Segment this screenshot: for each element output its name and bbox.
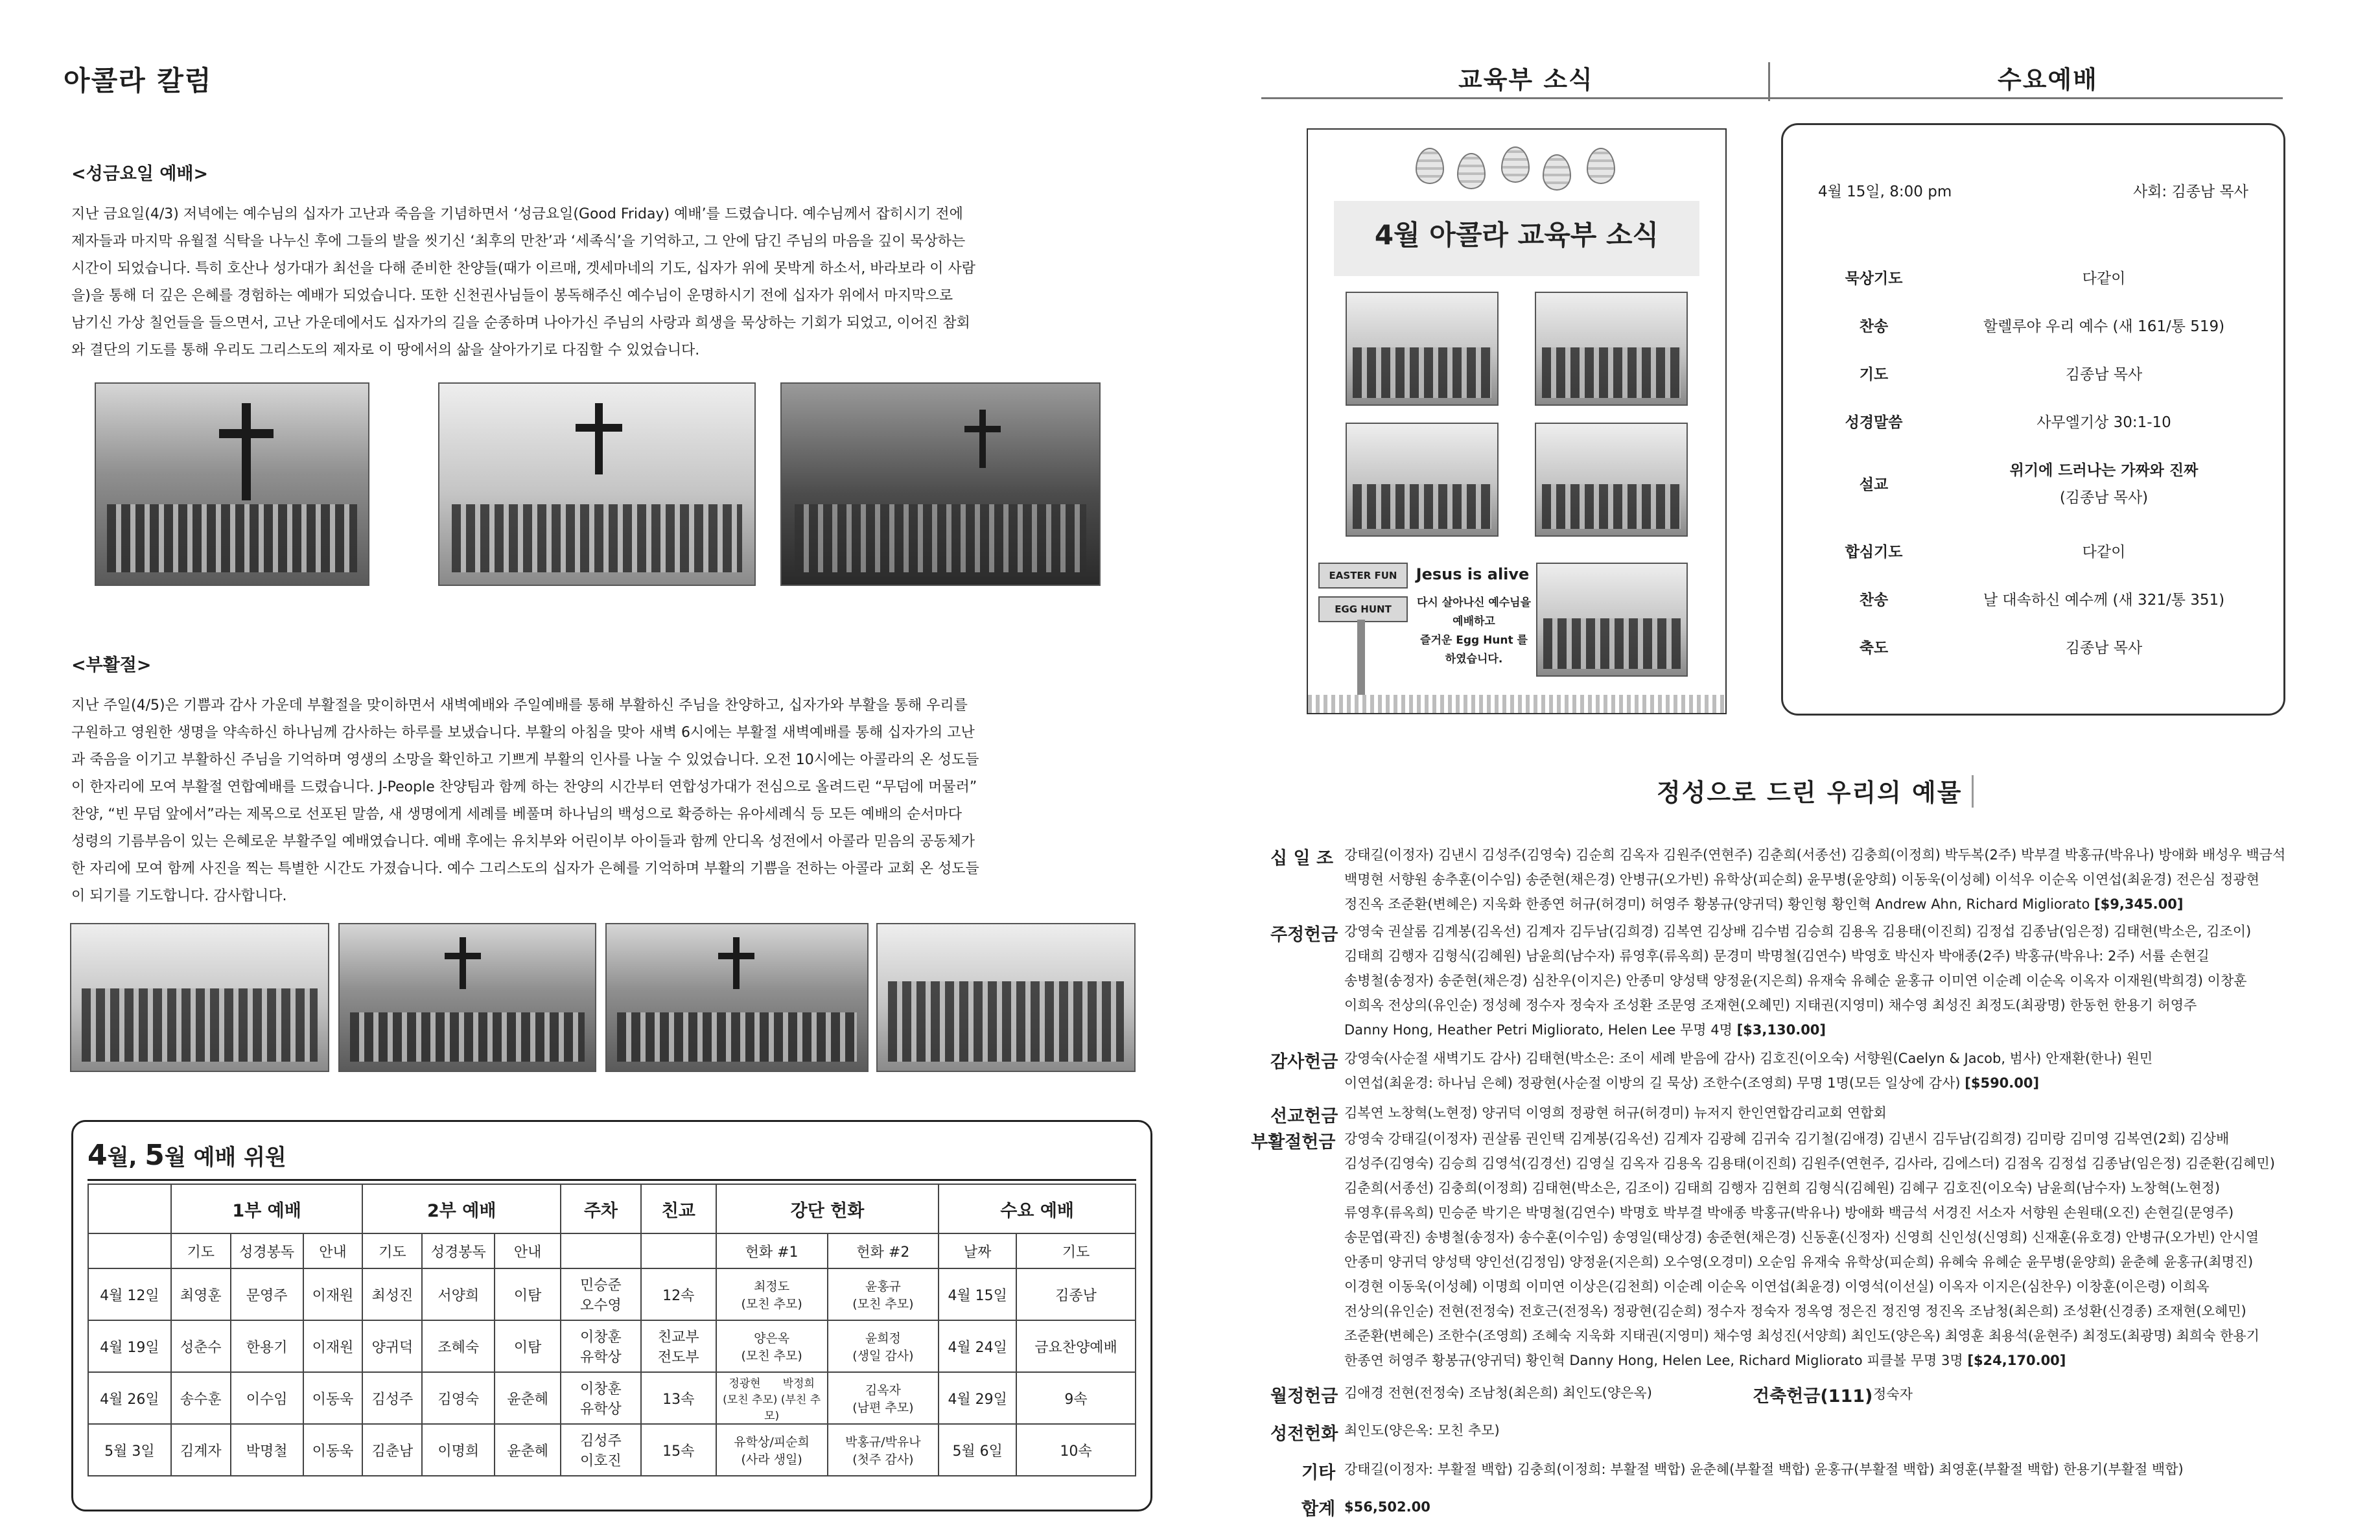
cell: 윤홍규 (모친 추모) [828,1268,939,1320]
cell: 박홍규/박유나 (첫주 감사) [828,1424,939,1476]
corner-cell [88,1233,171,1268]
name-line: 전상의(유인순) 전현(전정숙) 전호근(전정옥) 정광현(김순희) 정수자 정숙자 정옥영 정은진 정진영 정진옥 조남청(최은희) 조성환(신경종) 조재현(오혜민) [1344,1303,2246,1319]
name-line: 송병철(송정자) 송준현(채은경) 심찬우(이지은) 안종미 양성택 양정윤(지은희) 유재숙 유혜순 윤홍규 이미연 이순례 이순옥 이옥자 이재원(박희경) 이창훈 [1344,973,2247,988]
total-label: 합계 [1301,1499,1336,1519]
sub-header: 헌화 #2 [828,1233,939,1268]
cell: 15속 [641,1424,716,1476]
grass-border [1308,695,1725,713]
cell: 양귀덕 [362,1320,422,1372]
easter-heading: <부활절> [71,655,152,675]
sub-header: 성경봉독 [422,1233,495,1268]
good-friday-heading: <성금요일 예배> [71,164,209,184]
paragraph-line: 지난 금요일(4/3) 저녁에는 예수님의 십자가 고난과 죽음을 기념하면서 ‘성금요일(Good Friday) 예배’를 드렸습니다. 예수님께서 잡히시기 전에 [71,206,963,222]
cell: 4월 24일 [939,1320,1016,1372]
cell: 김성주 [362,1372,422,1424]
egg-icon [1543,154,1571,191]
name-line: 강영숙(사순절 새벽기도 감사) 김태현(박소은: 조이 세례 받음에 감사) 김호진(이오숙) 서향원(Caelyn & Jacob, 범사) 안재환(한나) 원민 [1344,1051,2153,1066]
cell: 10속 [1016,1424,1136,1476]
paragraph-line: 과 죽음을 이기고 부활하신 주님을 기억하며 영생의 소망을 확인하고 기쁘게 부활의 인사를 나눌 수 있었습니다. 오전 10시에는 아콜라의 온 성도들 [71,752,979,768]
egg-icon [1587,148,1615,184]
good-friday-photo-choir [95,382,369,586]
cell: 성춘수 [171,1320,231,1372]
easter-offering-label: 부활절헌금 [1251,1132,1336,1152]
mission-label: 선교헌금 [1270,1106,1338,1126]
name-line: 강태길(이정자) 김낸시 김성주(김영숙) 김순희 김옥자 김원주(연현주) 김춘희(서종선) 김충희(이정희) 박두복(2주) 박부결 박홍규(박유나) 방애화 배성우 백금석 [1344,847,2286,863]
order-label: 성경말씀 [1845,414,1903,431]
name-line: 김성주(김영숙) 김승희 김영석(김경선) 김영실 김옥자 김용옥 김용태(이진희) 김원주(연현주, 김사라, 김에스더) 김점옥 김정섭 김종남(임은정) 김준환(김혜민) [1344,1156,2275,1171]
paragraph-line: 구원하고 영원한 생명을 약속하신 하나님께 감사하는 하루를 보냈습니다. 부활의 아침을 맞아 새벽 6시에는 부활절 새벽예배를 통해 십자가의 고난 [71,725,975,741]
order-label: 묵상기도 [1845,270,1903,287]
name-line: 강영숙 강태길(이정자) 권살롬 권인택 김계봉(김옥선) 김계자 김광혜 김귀숙 김기철(김애경) 김낸시 김두남(김희경) 김미랑 김미영 김복연(2회) 김상배 [1344,1131,2230,1147]
group-header: 주차 [561,1184,641,1233]
name-line: 류영후(류옥희) 민승준 박기은 박명철(김연수) 박명호 박부결 박애종 박홍규(박유나) 방애화 백금석 서경진 서소자 서향원 손원태(오진) 손현길(문영주) [1344,1205,2234,1220]
name-line: 김태희 김행자 김형식(김혜원) 남윤희(남수자) 류영후(류옥희) 문경미 박명철(김연수) 박영호 박신자 박애종(2주) 박홍규(박유나: 2주) 서률 손현길 [1344,948,2210,964]
header-divider [1768,62,1770,101]
good-friday-text [71,201,1134,364]
wednesday-service-panel [1781,123,2285,716]
name-line: 정진옥 조준환(변혜은) 지욱화 한종연 허규(허경미) 허영주 황봉규(양귀덕) 황인형 황인혁 Andrew Ahn, Richard Migliorato [$9,345.00] [1344,896,2184,912]
weekly-total: [$3,130.00] [1736,1022,1826,1038]
cell: 이동욱 [303,1424,363,1476]
paragraph-line: 이 되기를 기도합니다. 감사합니다. [71,888,287,904]
order-value: 다같이 [2082,544,2126,561]
row-date: 5월 3일 [88,1424,171,1476]
weekly-label: 주정헌금 [1270,925,1338,945]
cell: 민승준 오수영 [561,1268,641,1320]
service-date: 4월 15일, 8:00 pm [1818,183,1952,200]
paragraph-line: 을)을 통해 더 깊은 은혜를 경험하는 예배가 되었습니다. 또한 신천권사님들이 봉독해주신 예수님이 운명하시기 전에 십자가 위에서 마지막으로 [71,288,953,304]
paragraph-line: 시간이 되었습니다. 특히 호산나 성가대가 최선을 다해 준비한 찬양들(때가 이르매, 겟세마네의 기도, 십자가 위에 못박게 하소서, 바라보라 이 사람 [71,261,976,277]
order-value-sub: (김종남 목사) [2059,489,2149,506]
name-line: 강영숙 권살롬 김계봉(김옥선) 김계자 김두남(김희경) 김복연 김상배 김수범 김승희 김용옥 김용태(이진희) 김정섭 김종남(임은정) 김태현(박소은, 김조이) [1344,924,2252,939]
name-line: 이연섭(최윤경: 하나님 은혜) 정광현(사순절 이방의 길 묵상) 조한수(조영희) 무명 1명(모든 일상에 감사) [$590.00] [1344,1075,2040,1091]
group-header: 강단 헌화 [716,1184,939,1233]
good-friday-photo-pastor [438,382,756,586]
cell: 이재원 [303,1320,363,1372]
cell: 4월 29일 [939,1372,1016,1424]
egg-icon [1416,148,1444,184]
cell: 13속 [641,1372,716,1424]
service-host: 사회: 김종남 목사 [2133,183,2248,200]
easter-photo-fellowship [70,923,329,1072]
paragraph-line: 찬양, “빈 무덤 앞에서”라는 제목으로 선포된 말씀, 새 생명에게 세례를 베풀며 하나님의 백성으로 확증하는 유아세례식 등 모든 예배의 순서마다 [71,806,962,822]
cell: 윤춘혜 [495,1372,561,1424]
cell: 김종남 [1016,1268,1136,1320]
group-header: 1부 예배 [171,1184,363,1233]
jesus-alive-text: Jesus is alive [1416,565,1530,583]
title-divider [1972,775,1974,808]
building-label: 건축헌금(111) [1753,1386,1873,1406]
cell: 유학상/피순희 (사라 생일) [716,1424,828,1476]
cell: 한용기 [231,1320,303,1372]
cell: 김영숙 [422,1372,495,1424]
name-line: 송문엽(곽진) 송병철(송정자) 송수훈(이수임) 송영일(태상경) 송준현(채은경) 신동훈(신정자) 신영희 신인성(신영희) 신재훈(유호경) 안병규(오가빈) 안시열 [1344,1230,2259,1245]
committee-table [88,1184,1136,1476]
table-row [88,1268,1136,1320]
building-list: 정숙자 [1873,1386,1913,1402]
mission-list: 김복연 노창혁(노현정) 양귀덕 이영희 정광현 허규(허경미) 뉴저지 한인연합감리교회 연합회 [1344,1105,1887,1121]
cell: 이창훈 유학상 [561,1320,641,1372]
table-row [88,1320,1136,1372]
group-header: 수요 예배 [939,1184,1136,1233]
sub-header [641,1233,716,1268]
order-value: 사무엘기상 30:1-10 [2036,414,2171,431]
sub-header [561,1233,641,1268]
cell: 이창훈 유학상 [561,1372,641,1424]
order-label: 축도 [1859,640,1889,657]
easter-total: [$24,170.00] [1967,1353,2066,1368]
cell: 서양희 [422,1268,495,1320]
message-line: 하였습니다. [1445,653,1503,666]
education-header: 교육부 소식 [1458,65,1594,94]
paragraph-line: 제자들과 마지막 유월절 식탁을 나누신 후에 그들의 발을 씻기신 ‘최후의 만찬’과 ‘세족식’을 기억하고, 그 안에 담긴 주님의 마음을 깊이 묵상하는 [71,233,966,250]
title-rule [88,1179,1136,1181]
sub-header: 기도 [1016,1233,1136,1268]
order-value: 김종남 목사 [2065,366,2143,383]
paragraph-line: 와 결단의 기도를 통해 우리도 그리스도의 제자로 이 땅에서의 삶을 살아가기로 다짐할 수 있었습니다. [71,342,700,358]
flower-list: 최인도(양은옥: 모친 추모) [1344,1423,1500,1438]
cell: 이재원 [303,1268,363,1320]
cell: 최성진 [362,1268,422,1320]
easter-photo-baptism [605,923,869,1072]
cell: 김성주 이호진 [561,1424,641,1476]
cell: 조혜숙 [422,1320,495,1372]
thanks-label: 감사헌금 [1270,1052,1338,1072]
cell: 양은옥 (모친 추모) [716,1320,828,1372]
name-line: 백명현 서향원 송추훈(이수임) 송준현(채은경) 안병규(오가빈) 유학상(피순희) 윤무병(윤양희) 이동욱(이성혜) 이석우 이순옥 이연섭(최윤경) 전은심 정광현 [1344,872,2259,887]
paragraph-line: 성령의 기름부음이 있는 은혜로운 부활주일 예배였습니다. 예배 후에는 유치부와 어린이부 아이들과 함께 안디옥 성전에서 아콜라 믿음의 공동체가 [71,834,975,850]
cell: 문영주 [231,1268,303,1320]
easter-photo-congregation [876,923,1136,1072]
cell: 금요찬양예배 [1016,1320,1136,1372]
paragraph-line: 한 자리에 모여 함께 사진을 찍는 특별한 시간도 가졌습니다. 예수 그리스도의 십자가 은혜를 기억하며 부활의 기쁨을 전하는 아콜라 교회 온 성도들 [71,861,979,877]
message-line: 예배하고 [1452,615,1495,628]
order-label: 찬송 [1859,592,1889,609]
paragraph-line: 남기신 가상 칠언들을 들으면서, 고난 가운데에서도 십자가의 길을 순종하며 나아가신 주님의 사랑과 희생을 묵상하는 기회가 되었고, 이어진 참회 [71,315,970,331]
order-label: 합심기도 [1845,544,1903,561]
name-line: 이희옥 전상의(유인순) 정성혜 정수자 정숙자 조성환 조문영 조재현(오혜민) 지태권(지영미) 채수영 최성진 최정도(최광명) 한동헌 한용기 허영주 [1344,998,2197,1013]
header-rule [1261,97,2283,99]
group-header: 친교 [641,1184,716,1233]
order-value: 김종남 목사 [2065,640,2143,657]
cell: 김춘남 [362,1424,422,1476]
order-value: 할렐루야 우리 예수 (새 161/통 519) [1983,318,2225,335]
paragraph-line: 이 한자리에 모여 부활절 연합예배를 드렸습니다. J-People 찬양팀과 함께 하는 찬양의 시간부터 연합성가대가 전심으로 올려드린 “무덤에 머물러” [71,779,977,795]
cell: 정광현 박정희 (모친 추모) (부친 추모) [716,1372,828,1424]
monthly-list: 김애경 전현(전정숙) 조남청(최은희) 최인도(양은옥) [1344,1385,1652,1401]
sub-header: 날짜 [939,1233,1016,1268]
wednesday-header: 수요예배 [1998,65,2098,94]
sub-header: 안내 [495,1233,561,1268]
cell: 12속 [641,1268,716,1320]
cell: 박명철 [231,1424,303,1476]
cell: 4월 15일 [939,1268,1016,1320]
name-line: 조준환(변혜은) 조한수(조영희) 조혜숙 지욱화 지태권(지영미) 채수영 최성진(서양희) 최인도(양은옥) 최영훈 최용석(윤현주) 최정도(최광명) 최희숙 한용기 [1344,1328,2259,1344]
cell: 5월 6일 [939,1424,1016,1476]
cell: 최정도 (모친 추모) [716,1268,828,1320]
edu-photo-5 [1536,563,1688,677]
cell: 친교부 전도부 [641,1320,716,1372]
name-line: 한종연 허영주 황봉규(양귀덕) 황인혁 Danny Hong, Helen Lee, Richard Migliorato 피클볼 무명 3명 [$24,170.00] [1344,1353,2066,1368]
easter-text [71,692,1134,910]
cell: 이명희 [422,1424,495,1476]
order-label: 찬송 [1859,318,1889,335]
cell: 송수훈 [171,1372,231,1424]
group-header: 2부 예배 [362,1184,561,1233]
corner-cell [88,1184,171,1233]
row-date: 4월 12일 [88,1268,171,1320]
cell: 윤희정 (생일 감사) [828,1320,939,1372]
cell: 이동욱 [303,1372,363,1424]
thanks-list [1344,1046,2297,1095]
row-date: 4월 26일 [88,1372,171,1424]
edu-photo-2 [1535,292,1688,406]
easter-photo-choir [338,923,596,1072]
message-line: 즐거운 Egg Hunt 를 [1420,634,1528,647]
order-value: 다같이 [2082,270,2126,287]
tithe-total: [$9,345.00] [2094,896,2184,912]
column-title: 아콜라 칼럼 [64,65,213,97]
paragraph-line: 지난 주일(4/5)은 기쁨과 감사 가운데 부활절을 맞이하면서 새벽예배와 주일예배를 통해 부활하신 주님을 찬양하고, 십자가와 부활을 통해 우리를 [71,697,968,714]
egg-icon [1457,153,1486,189]
easter-offering-list [1344,1126,2297,1373]
committee-title: 4월, 5월 예배 위원 [88,1139,286,1172]
egg-icon [1501,146,1530,183]
sub-header: 헌화 #1 [716,1233,828,1268]
cell: 윤춘혜 [495,1424,561,1476]
cell: 이탐 [495,1320,561,1372]
cell: 이수임 [231,1372,303,1424]
sub-header: 기도 [171,1233,231,1268]
cell: 김계자 [171,1424,231,1476]
cell: 이탐 [495,1268,561,1320]
sub-header: 안내 [303,1233,363,1268]
education-flyer [1307,128,1727,714]
name-line: 안종미 양귀덕 양성택 양인선(김정임) 양정윤(지은희) 오수영(오경미) 오순임 유재숙 유학상(피순희) 유혜숙 유혜순 윤무병(윤양희) 윤춘혜 윤홍규(최명진) [1344,1254,2254,1270]
good-friday-photo-sanctuary [780,382,1101,586]
total-value: $56,502.00 [1344,1499,1430,1515]
weekly-list [1344,919,2297,1042]
other-label: 기타 [1301,1463,1336,1483]
cell: 김옥자 (남편 추모) [828,1372,939,1424]
order-label: 설교 [1859,476,1889,493]
monthly-label: 월정헌금 [1270,1386,1338,1406]
order-label: 기도 [1859,366,1889,383]
thanks-total: [$590.00] [1965,1075,2040,1091]
sub-header: 기도 [362,1233,422,1268]
table-row [88,1372,1136,1424]
flower-label: 성전헌화 [1270,1424,1338,1444]
edu-photo-1 [1346,292,1499,406]
easter-fun-sign: EASTER FUN [1318,563,1408,589]
table-row [88,1424,1136,1476]
sign-post [1357,620,1365,697]
name-line: Danny Hong, Heather Petri Migliorato, Helen Lee 무명 4명 [$3,130.00] [1344,1022,1826,1038]
name-line: 이경현 이동욱(이성혜) 이명희 이미연 이상은(김천희) 이순례 이순옥 이연섭(최윤경) 이영석(이선실) 이옥자 이지은(심찬우) 이창훈(이은령) 이희옥 [1344,1279,2210,1294]
education-title: 4월 아콜라 교육부 소식 [1374,219,1659,251]
offerings-title: 정성으로 드린 우리의 예물 [1657,778,1963,807]
edu-photo-4 [1535,423,1688,537]
order-value: 위기에 드러나는 가짜와 진짜 [2009,462,2199,479]
order-value: 날 대속하신 예수께 (새 321/통 351) [1983,592,2225,609]
sub-header: 성경봉독 [231,1233,303,1268]
row-date: 4월 19일 [88,1320,171,1372]
tithe-label: 십 일 조 [1270,848,1334,869]
message-line: 다시 살아나신 예수님을 [1416,596,1532,609]
cell: 9속 [1016,1372,1136,1424]
egg-hunt-message [1410,594,1537,669]
cell: 최영훈 [171,1268,231,1320]
other-list: 강태길(이정자: 부활절 백합) 김충희(이정희: 부활절 백합) 윤춘혜(부활절 백합) 윤홍규(부활절 백합) 최영훈(부활절 백합) 한용기(부활절 백합) [1344,1462,2184,1477]
name-line: 김춘희(서종선) 김충희(이정희) 김태현(박소은, 김조이) 김태희 김행자 김현희 김형식(김혜원) 김혜구 김호진(이오숙) 남윤희(남수자) 노창혁(노현정) [1344,1180,2221,1196]
worship-committee-panel [71,1120,1152,1511]
tithe-list [1344,843,2297,916]
egg-hunt-sign: EGG HUNT [1318,596,1408,622]
edu-photo-3 [1346,423,1499,537]
